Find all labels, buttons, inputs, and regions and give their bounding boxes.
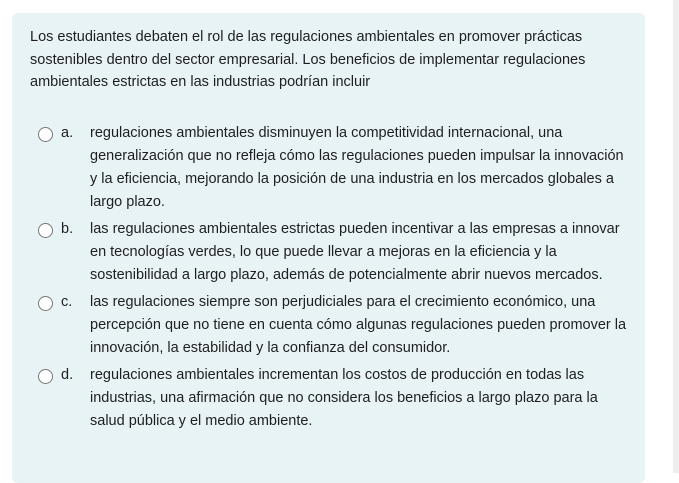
option-letter: b. — [61, 221, 74, 237]
option-text[interactable]: las regulaciones siempre son perjudiciales para el crecimiento económico, una percepción que no tiene en cuenta cómo algunas regulaciones pueden promover la innovación, la estabilidad y la confianza del consumidor. — [90, 294, 627, 356]
option-text[interactable]: regulaciones ambientales incrementan los costos de producción en todas las industrias, una afirmación que no considera los beneficios a largo plazo para la salud pública y el medio ambiente. — [90, 367, 598, 429]
radio-button-d[interactable] — [38, 369, 53, 384]
question-text: Los estudiantes debaten el rol de las regulaciones ambientales en promover prácticas sostenibles dentro del sector empresarial. Los beneficios de implementar regulaciones ambientales estrictas en las industrias podrían incluir — [30, 29, 586, 90]
option-d[interactable] — [38, 364, 630, 433]
option-text[interactable]: regulaciones ambientales disminuyen la competitividad internacional, una generalización que no refleja cómo las regulaciones pueden impulsar la innovación y la eficiencia, mejorando la posición de una industria en los mercados globales a largo plazo. — [90, 125, 624, 210]
scrollbar-track[interactable] — [673, 0, 679, 473]
radio-button-c[interactable] — [38, 296, 53, 311]
option-c[interactable] — [38, 291, 630, 360]
option-b[interactable] — [38, 218, 630, 287]
option-letter: c. — [61, 294, 73, 310]
answer-options — [38, 122, 630, 437]
radio-button-a[interactable] — [38, 127, 53, 142]
option-a[interactable] — [38, 122, 630, 214]
option-letter: d. — [61, 367, 74, 383]
option-text[interactable]: las regulaciones ambientales estrictas pueden incentivar a las empresas a innovar en tecnologías verdes, lo que puede llevar a mejoras en la eficiencia y la sostenibilidad a largo plazo, además de potencialmente abrir nuevos mercados. — [90, 221, 620, 283]
radio-button-b[interactable] — [38, 223, 53, 238]
option-letter: a. — [61, 125, 74, 141]
